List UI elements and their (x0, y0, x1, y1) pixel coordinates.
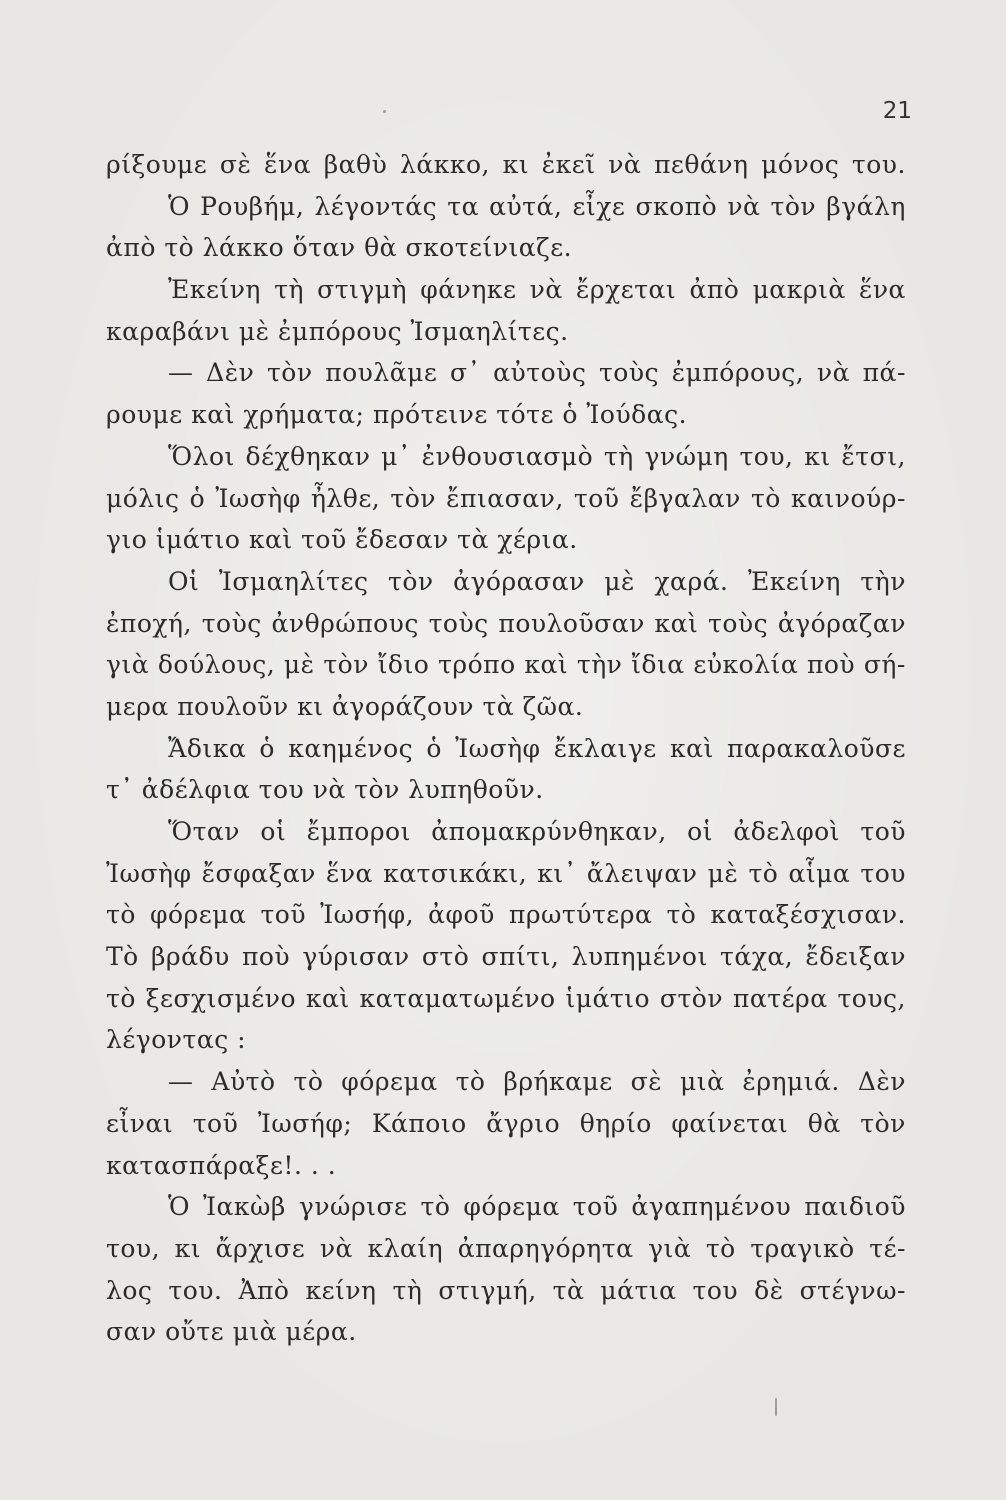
word: του, (739, 441, 794, 471)
word: μιὰ (680, 1067, 725, 1097)
word: τὸ (666, 900, 697, 930)
word: ἕνα (264, 150, 312, 179)
word: βράδυ (150, 942, 230, 972)
word: βαθὺ (323, 150, 388, 179)
word: φαίνεται (671, 1108, 789, 1138)
body-text (106, 144, 906, 1353)
word: Οἱ (168, 566, 200, 596)
word: φόρεμα (341, 1067, 438, 1097)
word: νὰ (529, 275, 563, 305)
word: τοῦ (192, 1108, 239, 1138)
text-line (106, 519, 906, 561)
word: τὸ (106, 900, 136, 930)
word: του. (168, 1275, 223, 1305)
word: φόρεμα (463, 1192, 560, 1222)
word: θὰ (807, 1108, 841, 1138)
word: φάνηκε (420, 275, 517, 305)
word: ὁ (189, 483, 206, 513)
word: δὲ (754, 1275, 784, 1305)
word: τα (447, 191, 479, 221)
word: πουλοῦσαν (498, 608, 645, 638)
word: λυπημένοι (571, 942, 708, 972)
text-line (106, 978, 906, 1020)
word: Ρουβήμ, (200, 191, 305, 221)
word: σὲ (630, 1067, 663, 1097)
word: ἴδιο (377, 650, 430, 680)
word: κι᾽ (537, 858, 577, 888)
word: μὲ (707, 858, 739, 888)
word: νὰ (608, 150, 642, 179)
word: παιδιοῦ (804, 1192, 906, 1222)
word: στὸν (659, 983, 724, 1013)
word: Ἰακὼβ (203, 1192, 286, 1222)
word: ἄγριο (486, 1108, 561, 1138)
word: Ἰωσὴφ (455, 733, 541, 763)
word: εἶχε (572, 191, 626, 221)
word: τὸν (266, 358, 313, 388)
word: ἀπομακρύνθηκαν, (431, 817, 667, 846)
text-line (106, 436, 906, 478)
word: Ἰωσήφ; (257, 1108, 353, 1138)
word: φόρεμα (150, 900, 247, 930)
word: κι (297, 691, 333, 721)
word: λάκκο, (399, 150, 490, 179)
word: ἔρχεται (575, 275, 677, 305)
word: τοὺς (598, 358, 660, 388)
word: Ἄδικα (168, 733, 247, 763)
word: κατασπάραξε!. (106, 1150, 311, 1180)
text-line (106, 769, 906, 811)
word: ἄρχισε (215, 1233, 306, 1263)
word: του, (106, 1233, 161, 1263)
word: μὲ (238, 316, 278, 346)
word: παρακαλοῦσε (726, 733, 906, 763)
word: του (692, 1275, 739, 1305)
word: οἱ (260, 817, 287, 846)
word: πρότεινε (372, 400, 497, 430)
text-line (106, 561, 906, 603)
word: ὅταν (292, 233, 365, 263)
word: ὁ (426, 733, 442, 763)
word: Ὅταν (168, 817, 241, 846)
word: τέ- (869, 1233, 906, 1263)
word: καινούρ- (791, 483, 906, 513)
word: σκοτείνιαζε. (405, 233, 573, 263)
word: Ἀπὸ (238, 1275, 290, 1305)
word: μὲ (604, 566, 635, 596)
word: τραγικὸ (750, 1233, 855, 1263)
word: τ᾽ (106, 775, 142, 805)
word: ἐμπόρους (278, 316, 411, 346)
word: λυπηθοῦν. (408, 775, 544, 805)
word: μόλις (106, 483, 180, 513)
word: ἀγαπημένου (631, 1192, 792, 1222)
word: Ἐκείνη (747, 566, 841, 596)
word: ἀνθρώπους (271, 608, 419, 638)
word: . (327, 1150, 337, 1180)
word: ἀπαρηγόρητα (457, 1233, 634, 1263)
word: μ᾽ (381, 441, 411, 471)
word: τάχα, (719, 942, 794, 972)
text-line (106, 644, 906, 686)
word: καὶ (305, 983, 350, 1013)
word: αὐτά, (489, 191, 563, 221)
text-line (106, 394, 906, 436)
word: μιὰ (232, 1317, 286, 1347)
text-line (106, 144, 906, 186)
word: ἐρημιά. (742, 1067, 840, 1097)
text-line (106, 1145, 906, 1187)
word: τὸ (293, 1067, 324, 1097)
word: τοῦ (572, 1192, 619, 1222)
word: εἶναι (106, 1108, 174, 1138)
word: ἐμπόρους, (671, 358, 805, 388)
word: τὴ (603, 441, 634, 471)
word: ρουμε (106, 400, 192, 430)
word: τὴν (576, 650, 623, 680)
word: καὶ (654, 608, 699, 638)
word: νὰ (727, 191, 761, 221)
word: ὁ (562, 400, 587, 430)
text-line (106, 853, 906, 895)
word: ποὺ (241, 942, 291, 972)
word: ἀπὸ (689, 275, 740, 305)
word: ἄλειψαν (586, 858, 698, 888)
paper-speck (383, 110, 386, 113)
text-line (106, 269, 906, 311)
word: τὸν (770, 191, 817, 221)
word: μάτια (600, 1275, 677, 1305)
word: βρήκαμε (503, 1067, 613, 1097)
word: Ἰούδας. (586, 400, 688, 430)
word: πουλᾶμε (325, 358, 438, 388)
word: ἐποχή, (106, 608, 192, 638)
word: τὸ (164, 233, 203, 263)
word: ἔμποροι (306, 817, 411, 846)
word: τὸν (323, 650, 369, 680)
word: καραβάνι (106, 316, 239, 346)
word: λος (106, 1275, 153, 1305)
word: χαρά. (654, 566, 729, 596)
word: τὸν (387, 566, 434, 596)
word: ἔδειξαν (805, 942, 906, 972)
word: στιγμή, (438, 1275, 537, 1305)
word: ἐνθουσιασμὸ (421, 441, 594, 471)
word: δούλους, (157, 650, 276, 680)
text-line (106, 1270, 906, 1312)
word: ζῶα. (522, 691, 584, 721)
word: Αὐτὸ (211, 1067, 276, 1097)
word: τότε (496, 400, 563, 430)
word: τοῦ (573, 483, 620, 513)
word: τοὺς (428, 608, 489, 638)
word: νὰ (312, 775, 355, 805)
word: πεθάνη (653, 150, 749, 179)
word: λέγοντάς (314, 191, 438, 221)
word: τὴ (274, 275, 304, 305)
word: στιγμὴ (317, 275, 408, 305)
word: μακριὰ (752, 275, 846, 305)
word: ἔβγαλαν (629, 483, 741, 513)
word: στὸ (421, 942, 470, 972)
word: θὰ (364, 233, 406, 263)
text-line (106, 811, 906, 853)
word: Τὸ (106, 942, 139, 972)
word: σὲ (219, 150, 252, 179)
word: καταματωμένο (359, 983, 556, 1013)
word: τὰ (457, 525, 498, 555)
word: κατσικάκι, (383, 858, 528, 888)
word: εὐκολία (693, 650, 799, 680)
word: τὸ (748, 858, 779, 888)
word: κι (804, 441, 831, 471)
word: Ἐκείνη (168, 275, 261, 305)
text-line (106, 1061, 906, 1103)
word: γνώμη (644, 441, 729, 471)
word: τὸ (420, 1192, 451, 1222)
word: αὐτοὺς (493, 358, 587, 388)
word: τοῦ (260, 900, 307, 930)
word: καὶ (524, 650, 569, 680)
text-line (106, 1186, 906, 1228)
word: ἐκεῖ (541, 150, 596, 179)
word: τὸ (455, 1067, 486, 1097)
word: τὸ (705, 1233, 736, 1263)
word: καὶ (191, 400, 244, 430)
word: ξεσχισμένο (145, 983, 297, 1013)
word: δέχθηκαν (245, 441, 371, 471)
text-line (106, 686, 906, 728)
word: κι (502, 150, 530, 179)
word: στέγνω- (799, 1275, 906, 1305)
word: καημένος (288, 733, 414, 763)
word: — (168, 1067, 194, 1097)
text-line (106, 603, 906, 645)
word: κλαίη (367, 1233, 444, 1263)
word: ἀδέλφια (141, 775, 259, 805)
word: τὰ (552, 1275, 585, 1305)
text-line (106, 186, 906, 228)
word: ἱμάτιο (155, 525, 249, 555)
word: Ὁ (168, 1192, 190, 1222)
word: Ἰωσὴφ (106, 858, 192, 888)
word: τὴ (392, 1275, 423, 1305)
word: ἀπὸ (106, 233, 165, 263)
word: μερα (106, 691, 178, 721)
word: νὰ (319, 1233, 353, 1263)
word: καὶ (669, 733, 714, 763)
word: ἀφοῦ (428, 900, 495, 930)
word: γιο (106, 525, 156, 555)
word: νὰ (816, 358, 850, 388)
word: τὸν (860, 1108, 906, 1138)
word: ἱμάτιο (565, 983, 651, 1013)
word: κι (174, 1233, 202, 1263)
word: ἔδεσαν (355, 525, 458, 555)
word: ποὺ (806, 650, 856, 680)
word: ἀγόραζαν (777, 608, 906, 638)
word: ἕνα (325, 858, 373, 888)
word: θηρίο (579, 1108, 652, 1138)
text-line (106, 936, 906, 978)
word: γύρισαν (302, 942, 410, 972)
word: πρωτύτερα (508, 900, 653, 930)
word: του (258, 775, 313, 805)
word: τὸν (390, 483, 436, 513)
word: — (168, 358, 194, 388)
word: λέγοντας (106, 1025, 238, 1055)
word: τους, (837, 983, 906, 1013)
word: τὴν (860, 566, 906, 596)
word: του. (851, 150, 906, 179)
word: ἔτσι, (841, 441, 906, 471)
word: σ᾽ (449, 358, 481, 388)
word: τοῦ (860, 817, 906, 846)
word: του (860, 858, 906, 888)
word: Ἰωσήφ, (320, 900, 415, 930)
word: γνώρισε (298, 1192, 408, 1222)
text-line (106, 311, 906, 353)
text-line (106, 728, 906, 770)
word: γιὰ (648, 1233, 692, 1263)
word: . (310, 1150, 328, 1180)
text-line (106, 1019, 906, 1061)
word: τὸ (106, 983, 136, 1013)
word: μόνος (761, 150, 840, 179)
word: τὸ (750, 483, 781, 513)
word: χέρια. (497, 525, 578, 555)
word: πουλοῦν (177, 691, 298, 721)
text-line (106, 1311, 906, 1353)
word: Δὲν (206, 358, 255, 388)
word: πατέρα (732, 983, 828, 1013)
word: καὶ (248, 525, 302, 555)
word: ἕνα (858, 275, 906, 305)
word: τοὺς (201, 608, 262, 638)
word: Ὅλοι (168, 441, 235, 471)
word: τοὺς (708, 608, 769, 638)
word: σπίτι, (481, 942, 560, 972)
word: ἦλθε, (310, 483, 381, 513)
text-line (106, 894, 906, 936)
word: : (237, 1025, 247, 1055)
page-number: 21 (882, 98, 912, 124)
word: ἔκλαιγε (553, 733, 657, 763)
word: σκοπὸ (635, 191, 718, 221)
word: ἴδια (631, 650, 685, 680)
word: Κάποιο (371, 1108, 467, 1138)
text-line (106, 1228, 906, 1270)
word: Ἰσμαηλίτες (218, 566, 369, 596)
word: τοῦ (301, 525, 356, 555)
word: Ἰωσὴφ (215, 483, 301, 513)
word: Ὁ (168, 191, 190, 221)
word: κείνη (305, 1275, 377, 1305)
word: σαν (106, 1317, 166, 1347)
word: μέρα. (285, 1317, 357, 1347)
word: τρόπο (438, 650, 516, 680)
word: γιὰ (106, 650, 150, 680)
word: τὸν (354, 775, 409, 805)
text-line (106, 478, 906, 520)
word: ἀγοράζουν (332, 691, 483, 721)
word: ἔπιασαν, (446, 483, 564, 513)
paper-speck (775, 1398, 777, 1416)
word: αἷμα (788, 858, 851, 888)
word: Δὲν (857, 1067, 906, 1097)
word: ἀγόρασαν (453, 566, 585, 596)
word: καταξέσχισαν. (710, 900, 906, 930)
word: ἀδελφοὶ (733, 817, 840, 846)
text-line (106, 352, 906, 394)
word: σή- (863, 650, 906, 680)
word: οὔτε (165, 1317, 233, 1347)
word: οἱ (687, 817, 713, 846)
word: χρήματα; (243, 400, 373, 430)
text-line (106, 1103, 906, 1145)
text-line (106, 227, 906, 269)
word: πά- (862, 358, 906, 388)
word: λάκκο (202, 233, 293, 263)
word: ρίξουμε (106, 150, 208, 179)
word: Ἰσμαηλίτες. (410, 316, 569, 346)
word: μὲ (283, 650, 315, 680)
word: τὰ (482, 691, 523, 721)
word: ἔσφαξαν (201, 858, 316, 888)
word: βγάλη (826, 191, 906, 221)
word: ὁ (259, 733, 275, 763)
